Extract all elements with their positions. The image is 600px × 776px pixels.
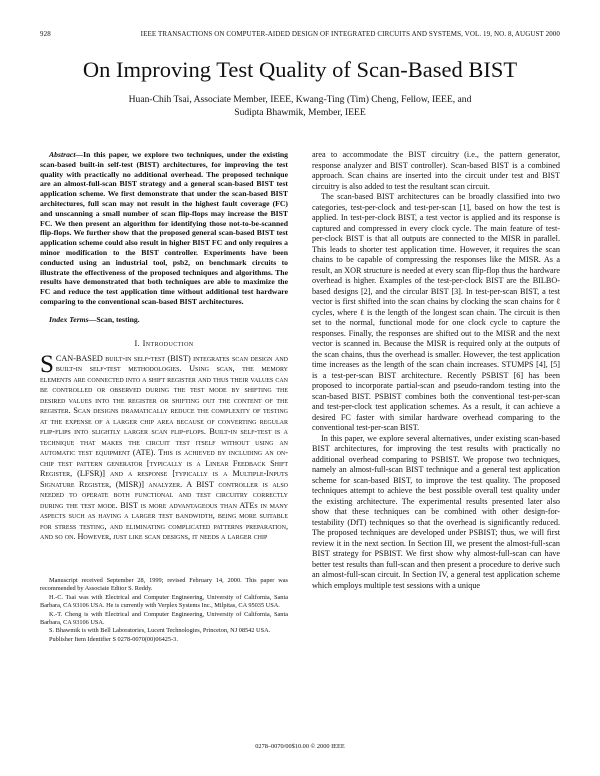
right-paragraph-3: In this paper, we explore several alternatives, under existing scan-based BIST architectures, for improving the test results with practically no additional overhead comparing to PSBIST. We propose two techniques, namely an almost-full-scan BIST technique and a general test application scheme for scan-based BIST, to improve the test quality. The proposed techniques attempt to achieve the best possible overall test quality under the existing architecture. The experimental results presented later also show that these techniques can be combined with other design-for-testability (DfT) techniques so that the overhead is significantly reduced. The proposed techniques are developed under PSBIST; thus, we will first review it in the next section. In Section III, we present the almost-full-scan BIST strategy for PSBIST. We first show why almost-full-scan can have better test results than full-scan and then present a procedure to derive such an almost-full-scan circuit. In Section IV, a general test application scheme which employs multiple test sessions with a unique (312, 433, 560, 590)
page-number: 928 (40, 30, 51, 38)
right-paragraph-1: area to accommodate the BIST circuitry (i.e., the pattern generator, response analyzer and BIST controller). Scan-based BIST is a combined approach. Scan chains are inserted into the circuit under test and BIST circuitry is also added to test the resultant scan circuit. (312, 150, 560, 191)
intro-paragraph-1-text: CAN-BASED built-in self-test (BIST) integrates scan design and built-in self-test methodologies. Using scan, the memory elements are connected into a shift register and thus their values can be controlled or observed during the test mode by shifting the desired values into the register or shifting out the content of the register. Scan designs dramatically reduce the complexity of testing at the expense of a larger chip area because of converting regular flip-flips into slightly larger scan flip-flops. Built-in self-test is a technique that makes the circuit test itself without using an automatic test equipment (ATE). This is achieved by including an on-chip test pattern generator [typically is a Linear Feedback Shift Register, (LFSR)] and a response [typically is a Multiple-Inputs Signature Register, (MISR)] analyzer. A BIST controller is also needed to operate both functional and test circuitry correctly during the test mode. BIST is more advantageous than ATEs in many aspects such as having a larger test bandwidth, being more suitable for stress testing, and eliminating complicated patterns preparation, and so on. However, just like scan designs, it needs a larger chip (40, 353, 288, 542)
author-list (110, 93, 490, 119)
intro-paragraph-1 (40, 350, 288, 543)
index-terms (40, 315, 288, 325)
footnotes (40, 577, 288, 644)
dropcap-letter: S (40, 350, 54, 378)
section-heading-introduction: I. Introduction (134, 338, 194, 348)
left-column (40, 150, 288, 543)
right-paragraph-2: The scan-based BIST architectures can be broadly classified into two categories, test-per-clock and test-per-scan [1], based on how the test is applied. In test-per-clock BIST, a test vector is applied and its response is captured and compressed in every clock cycle. The main feature of test-per-clock BIST is that all outputs are connected to the MISR in parallel. This leads to shorter test application time. However, it requires the scan chains to be capable of compressing the responses like the MISR. As a result, an XOR structure is needed at every scan flip-flop thus the hardware overhead is higher. Examples of the test-per-clock BIST are the BILBO-based designs [2], and the circular BIST [3]. In test-per-scan BIST, a test vector is first shifted into the scan chains by clocking the scan chains for ℓ cycles, where ℓ is the length of the longest scan chain. The circuit is then set to the normal, functional mode for one clock cycle to capture the responses. Finally, the responses are shifted out to the MISR and the next vector is scanned in. Because the MISR is required only at the outputs of the scan chains, thus the overhead is smaller. However, the test application time increases as the length of the scan chain increases. STUMPS [4], [5] is a test-per-scan BIST architecture. Recently PSBIST [6] has been proposed to incorporate partial-scan and pseudo-random testing into the scan-based BIST. PSBIST combines both the conventional test-per-scan and test-per-clock test application schemes. As a result, it can achieve a desired FC faster with similar hardware overhead comparing to the conventional test-per-scan BIST. (312, 192, 560, 432)
footnote-1: Manuscript received September 28, 1999; revised February 14, 2000. This paper was recommended by Associate Editor S. Reddy. (40, 577, 288, 593)
abstract-text: In this paper, we explore two techniques, under the existing scan-based built-in self-test (BIST) architectures, for improving the test quality with practically no additional overhead. The proposed technique are an almost-full-scan BIST strategy and a general scan-based BIST test application scheme. We first demonstrate that under the scan-based BIST architectures, full scan may not result in the highest fault coverage (FC) and unscanning a small number of scan flip-flops may increase the BIST FC. We then present an algorithm for identifying those not-to-be-scanned flip-flops. We further show that the proposed general scan-based BIST test application scheme could also result in higher BIST FC and only requires a minor modification to the BIST controller. Experiments have been conducted using an industrial tool, psb2, on benchmark circuits to illustrate the effectiveness of the proposed techniques and algorithms. The results have demonstrated that both techniques are able to maximize the FC and reduce the test application time without additional test hardware comparing to the conventional scan-based BIST architectures. (40, 150, 288, 306)
footnote-2: H.-C. Tsai was with Electrical and Computer Engineering, University of California, Santa Barbara, CA 93106 USA. He is currently with Verplex Systems Inc., Milpitas, CA 95035 USA. (40, 593, 288, 610)
copyright-footer: 0278–0070/00$10.00 © 2000 IEEE (255, 743, 345, 750)
footnote-4: S. Bhawmik is with Bell Laboratories, Lucent Technologies, Princeton, NJ 08542 USA. (49, 627, 271, 635)
author-line-1: Huan-Chih Tsai, Associate Member, IEEE, Kwang-Ting (Tim) Cheng, Fellow, IEEE, and (128, 94, 472, 105)
footnote-5: Publisher Item Identifier S 0278-0070(00)06425-3. (49, 635, 178, 643)
index-terms-label: Index Terms— (49, 314, 97, 324)
abstract (40, 150, 288, 307)
right-column (312, 150, 560, 591)
journal-name: IEEE TRANSACTIONS ON COMPUTER-AIDED DESIGN OF INTEGRATED CIRCUITS AND SYSTEMS, VOL. 19, NO. 8, AUGUST 2000 (140, 30, 560, 38)
author-line-2: Sudipta Bhawmik, Member, IEEE (234, 107, 366, 118)
introduction-body (40, 350, 288, 543)
footnote-3: K.-T. Cheng is with Electrical and Computer Engineering, University of California, Santa Barbara, CA 93106 USA. (40, 610, 288, 627)
abstract-label: Abstract— (49, 150, 84, 159)
index-terms-text: Scan, testing. (96, 314, 140, 324)
paper-title: On Improving Test Quality of Scan-Based BIST (82, 57, 518, 82)
running-header (40, 30, 560, 42)
